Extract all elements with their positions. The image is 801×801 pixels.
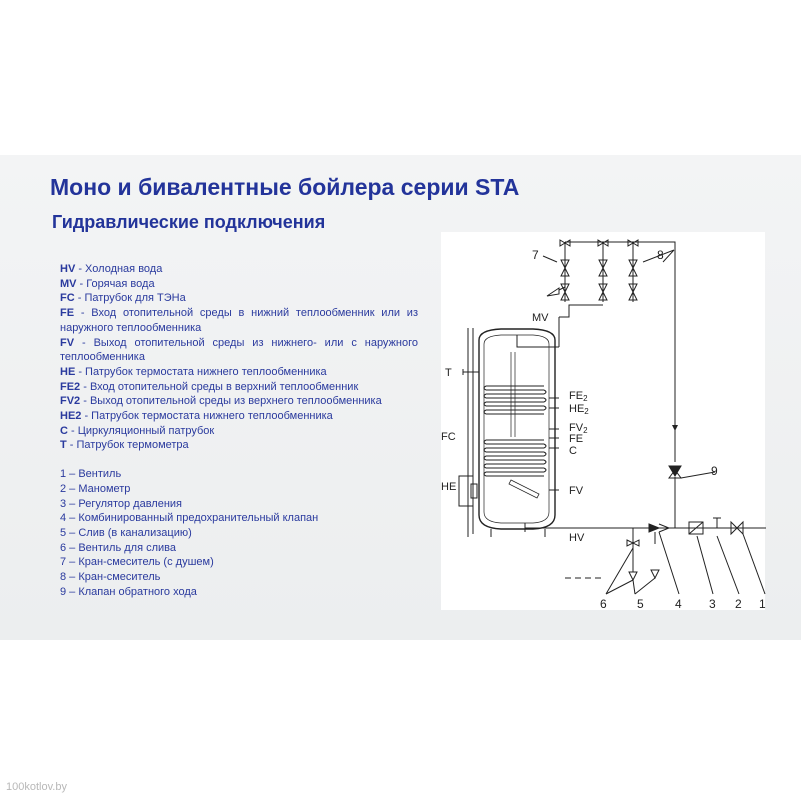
label-fv2: FV2 bbox=[569, 422, 588, 435]
number-4: 4 bbox=[675, 597, 682, 611]
tank-body bbox=[479, 329, 555, 529]
legend-abbr-row bbox=[60, 394, 418, 409]
legend-description: - Выход отопительной среды из нижнего- или с наружного теплообменника bbox=[60, 336, 418, 364]
legend-code: HV bbox=[60, 263, 76, 275]
legend-description: - Патрубок термостата нижнего теплообменника bbox=[75, 365, 327, 378]
legend-abbr-row bbox=[60, 277, 418, 292]
legend-abbr-row bbox=[60, 336, 418, 365]
legend-item: 2 – Манометр bbox=[60, 482, 131, 495]
legend-abbr-row bbox=[60, 306, 418, 335]
legend-item: 5 – Слив (в канализацию) bbox=[60, 526, 192, 539]
label-fv: FV bbox=[569, 485, 584, 497]
legend-item: 8 – Кран-смеситель bbox=[60, 571, 161, 584]
lower-heat-exchanger bbox=[484, 440, 546, 498]
label-fc: FC bbox=[441, 431, 456, 443]
legend-abbr-row bbox=[60, 438, 418, 453]
legend-item: 4 – Комбинированный предохранительный клапан bbox=[60, 512, 319, 525]
number-5: 5 bbox=[637, 597, 644, 611]
label-fe2: FE2 bbox=[569, 390, 588, 403]
label-mv: MV bbox=[532, 312, 549, 324]
legend-abbreviations bbox=[60, 262, 418, 453]
label-t: T bbox=[445, 367, 452, 379]
legend-code: C bbox=[60, 424, 68, 437]
legend-description: - Холодная вода bbox=[75, 263, 163, 275]
diagram-svg bbox=[441, 232, 765, 610]
legend-description: - Циркуляционный патрубок bbox=[67, 424, 215, 437]
legend-description: - Патрубок для ТЭНа bbox=[74, 292, 186, 305]
number-8: 8 bbox=[657, 248, 664, 262]
legend-description: - Патрубок термостата нижнего теплообменника bbox=[81, 410, 333, 423]
legend-abbr-row bbox=[60, 291, 418, 306]
legend-item: 9 – Клапан обратного хода bbox=[60, 585, 197, 598]
legend-code: T bbox=[60, 439, 67, 452]
label-he2: HE2 bbox=[569, 403, 589, 416]
legend-abbr-row bbox=[60, 365, 418, 380]
label-c: C bbox=[569, 445, 577, 457]
legend-item: 1 – Вентиль bbox=[60, 468, 122, 481]
legend-item: 7 – Кран-смеситель (с душем) bbox=[60, 556, 214, 569]
legend-abbr-row bbox=[60, 380, 418, 395]
legend-code: HE bbox=[60, 365, 76, 378]
number-9: 9 bbox=[711, 464, 718, 478]
legend-abbr-row bbox=[60, 424, 418, 439]
legend-code: FE2 bbox=[60, 380, 81, 393]
legend-code: FV bbox=[60, 336, 75, 349]
legend-numbered-items bbox=[60, 467, 418, 599]
legend-abbr-row bbox=[60, 409, 418, 424]
number-1: 1 bbox=[759, 597, 766, 611]
page-subtitle: Гидравлические подключения bbox=[52, 212, 326, 232]
watermark: 100kotlov.by bbox=[6, 781, 67, 793]
hydraulic-diagram bbox=[441, 232, 765, 610]
number-3: 3 bbox=[709, 597, 716, 611]
legend-description: - Горячая вода bbox=[76, 277, 155, 290]
legend-description: - Вход отопительной среды в нижний теплообменник или из наружного теплообменника bbox=[60, 307, 418, 334]
legend-description: - Выход отопительной среды из верхнего теплообменника bbox=[80, 395, 382, 408]
legend-item: 6 – Вентиль для слива bbox=[60, 541, 177, 554]
legend-description: - Вход отопительной среды в верхний теплообменник bbox=[80, 380, 359, 393]
legend-item: 3 – Регулятор давления bbox=[60, 497, 183, 510]
label-he: HE bbox=[441, 481, 457, 493]
legend-description: - Патрубок термометра bbox=[66, 439, 189, 452]
number-7: 7 bbox=[532, 248, 539, 262]
page-title: Моно и бивалентные бойлера серии STA bbox=[50, 174, 520, 200]
legend-code: FV2 bbox=[60, 395, 81, 408]
legend-code: HE2 bbox=[60, 410, 82, 423]
legend-abbr-row bbox=[60, 262, 418, 277]
number-2: 2 bbox=[735, 597, 742, 611]
legend-code: MV bbox=[60, 277, 77, 290]
label-hv: HV bbox=[569, 532, 585, 544]
label-fe: FE bbox=[569, 433, 584, 445]
legend-code: FC bbox=[60, 292, 75, 305]
legend-code: FE bbox=[60, 307, 75, 320]
number-6: 6 bbox=[600, 597, 607, 611]
legend bbox=[60, 262, 418, 599]
